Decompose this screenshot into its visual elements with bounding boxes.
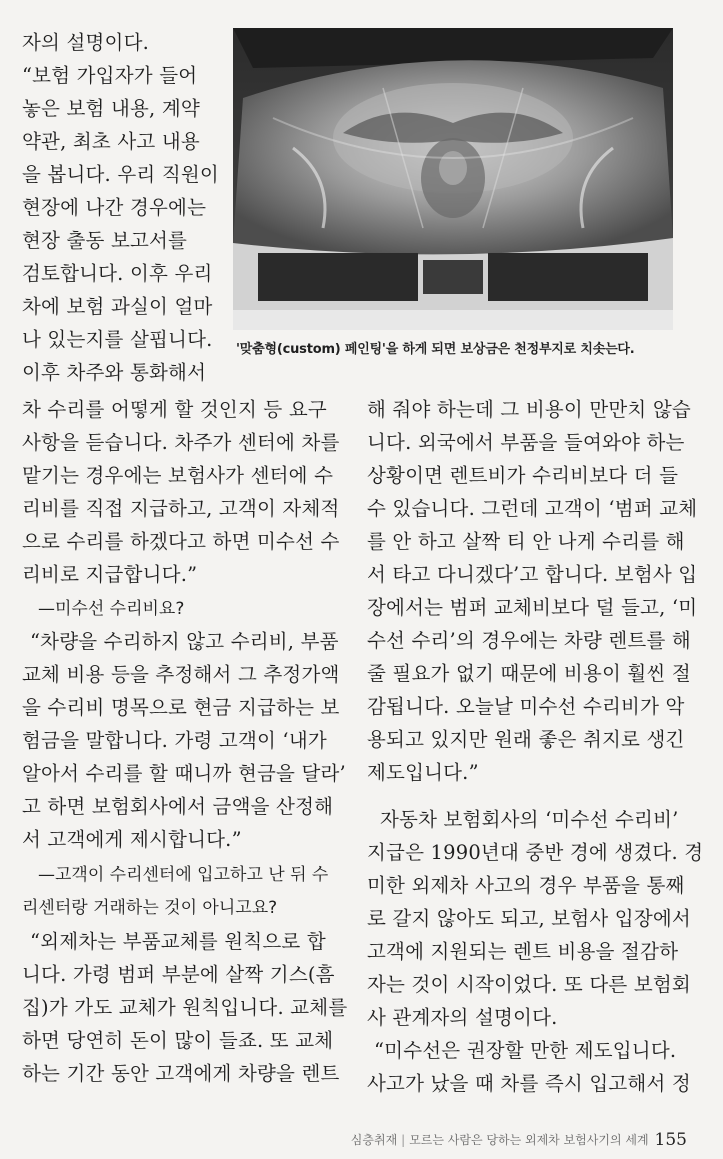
- text-line: 차 수리를 어떻게 할 것인지 등 요구: [22, 398, 327, 421]
- text-line: 험금을 말합니다. 가령 고객이 ‘내가: [22, 729, 327, 752]
- page-footer: [351, 1130, 687, 1150]
- text-line: 하면 당연히 돈이 많이 들죠. 또 교체: [22, 1029, 334, 1052]
- text-line: 지급은 1990년대 중반 경에 생겼다. 경: [367, 841, 704, 864]
- text-line: 집)가 가도 교체가 원칙입니다. 교체를: [22, 996, 348, 1019]
- text-line: 맡기는 경우에는 보험사가 센터에 수: [22, 464, 334, 487]
- text-line: 자는 것이 시작이었다. 또 다른 보험회: [367, 973, 691, 996]
- text-line: 알아서 수리를 할 때니까 현금을 달라’: [22, 762, 346, 785]
- text-line: “차량을 수리하지 않고 수리비, 부품: [30, 630, 339, 653]
- text-line: 하는 기간 동안 고객에게 차량을 렌트: [22, 1062, 340, 1085]
- text-line: 제도입니다.”: [367, 761, 479, 784]
- text-line: 리비로 지급합니다.”: [22, 563, 198, 586]
- text-line: 줄 필요가 없기 때문에 비용이 훨씬 절: [367, 662, 691, 685]
- car-photo-illustration: [233, 28, 673, 330]
- text-line: 놓은 보험 내용, 계약: [22, 97, 200, 120]
- text-line: 검토합니다. 이후 우리: [22, 262, 213, 285]
- text-line: 수선 수리’의 경우에는 차량 렌트를 해: [367, 629, 691, 652]
- text-line: 현장에 나간 경우에는: [22, 196, 207, 219]
- text-line: 사항을 듣습니다. 차주가 센터에 차를: [22, 431, 340, 454]
- text-line: 수 있습니다. 그런데 고객이 ‘범퍼 교체: [367, 497, 698, 520]
- text-line: 서 고객에게 제시합니다.”: [22, 828, 242, 851]
- text-line: 용되고 있지만 원래 좋은 취지로 생긴: [367, 728, 685, 751]
- text-line: 리비를 직접 지급하고, 고객이 자체적: [22, 497, 340, 520]
- footer-article-title: 모르는 사람은 당하는 외제차 보험사기의 세계: [409, 1133, 649, 1147]
- text-line: 약관, 최초 사고 내용: [22, 130, 200, 153]
- text-line: “외제차는 부품교체를 원칙으로 합: [30, 930, 326, 953]
- text-line: 고 하면 보험회사에서 금액을 산정해: [22, 795, 334, 818]
- page-number: 155: [654, 1130, 687, 1150]
- text-line: 나 있는지를 살핍니다.: [22, 328, 213, 351]
- text-line: 미한 외제차 사고의 경우 부품을 통째: [367, 874, 685, 897]
- text-line: 교체 비용 등을 추정해서 그 추정가액: [22, 663, 340, 686]
- text-line: 사고가 났을 때 차를 즉시 입고해서 정: [367, 1072, 691, 1095]
- text-line: 감됩니다. 오늘날 미수선 수리비가 악: [367, 695, 685, 718]
- text-line: 로 갈지 않아도 되고, 보험사 입장에서: [367, 907, 691, 930]
- interview-question: —고객이 수리센터에 입고하고 난 뒤 수: [38, 865, 329, 885]
- photo-caption: '맞춤형(custom) 페인팅'을 하게 되면 보상금은 천정부지로 치솟는다.: [236, 342, 635, 357]
- interview-question: 리센터랑 거래하는 것이 아니고요?: [22, 898, 278, 918]
- text-line: “미수선은 권장할 만한 제도입니다.: [374, 1039, 677, 1062]
- text-line: 니다. 가령 범퍼 부분에 살짝 기스(흠: [22, 963, 335, 986]
- text-line: 해 줘야 하는데 그 비용이 만만치 않습: [367, 398, 691, 421]
- text-line: 자의 설명이다.: [22, 31, 150, 54]
- text-line: 이후 차주와 통화해서: [22, 361, 207, 384]
- text-line: 을 봅니다. 우리 직원이: [22, 163, 219, 186]
- text-line: 사 관계자의 설명이다.: [367, 1006, 558, 1029]
- footer-section-label: 심층취재: [350, 1133, 398, 1147]
- text-line: 자동차 보험회사의 ‘미수선 수리비’: [380, 808, 679, 831]
- text-line: “보험 가입자가 들어: [22, 64, 198, 87]
- text-line: 을 수리비 명목으로 현금 지급하는 보: [22, 696, 340, 719]
- interview-question: —미수선 수리비요?: [38, 599, 185, 619]
- text-line: 상황이면 렌트비가 수리비보다 더 들: [367, 464, 679, 487]
- text-line: 차에 보험 과실이 얼마: [22, 295, 213, 318]
- text-line: 서 타고 다니겠다’고 합니다. 보험사 입: [367, 563, 698, 586]
- text-line: 장에서는 범퍼 교체비보다 덜 들고, ‘미: [367, 596, 698, 619]
- text-line: 고객에 지원되는 렌트 비용을 절감하: [367, 940, 679, 963]
- text-line: 으로 수리를 하겠다고 하면 미수선 수: [22, 530, 340, 553]
- text-line: 를 안 하고 살짝 티 안 나게 수리를 해: [367, 530, 685, 553]
- text-line: 니다. 외국에서 부품을 들여와야 하는: [367, 431, 685, 454]
- car-hood-custom-painting-photo: [233, 28, 673, 330]
- footer-separator: |: [401, 1133, 406, 1147]
- text-line: 현장 출동 보고서를: [22, 229, 188, 252]
